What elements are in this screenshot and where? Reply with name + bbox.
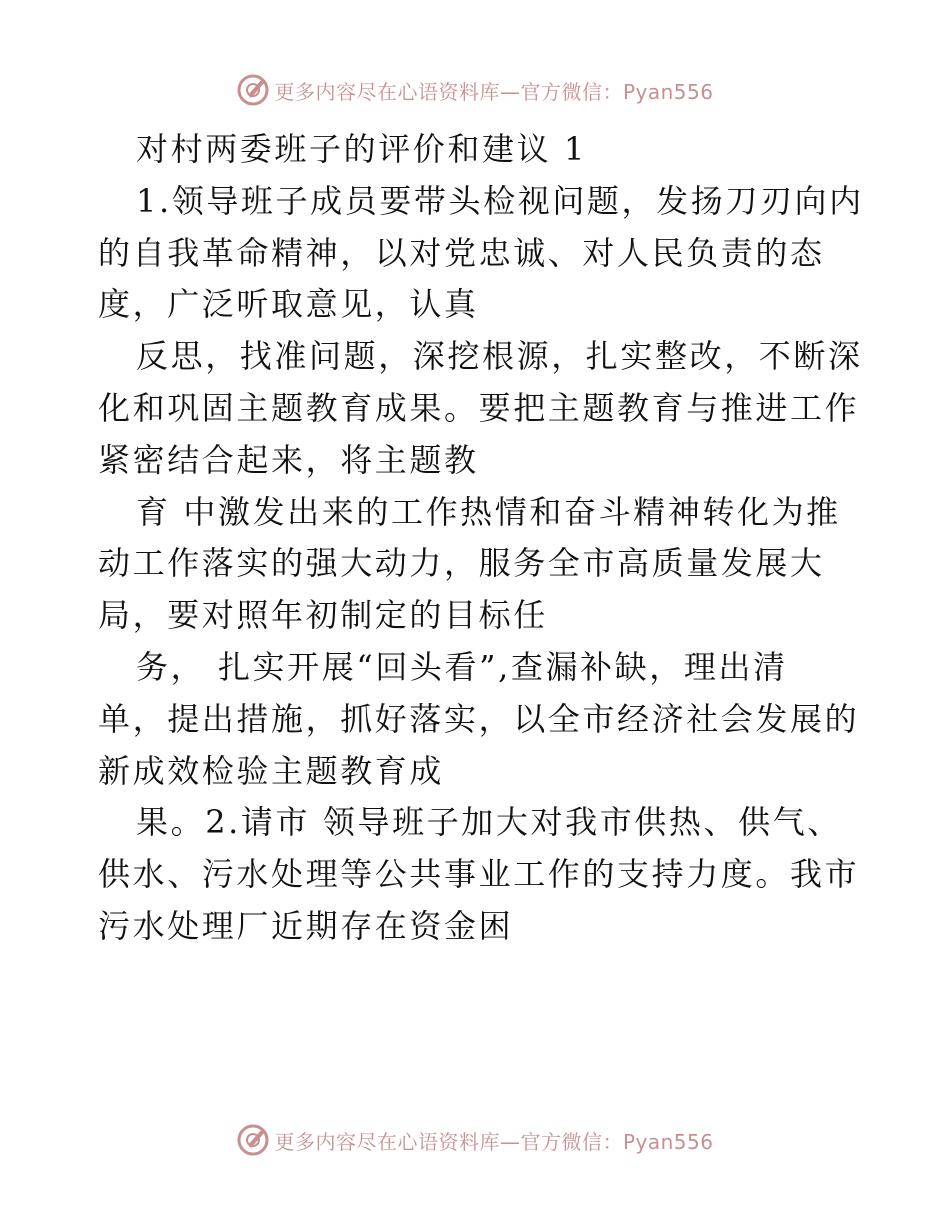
paragraph-line: 新成效检验主题教育成 (98, 751, 445, 790)
paragraph-line: 务， 扎实开展“回头看”,查漏补缺，理出清 (136, 647, 788, 686)
paragraph-line: 化和巩固主题教育成果。要把主题教育与推进工作 (98, 388, 860, 427)
paragraph-line: 单，提出措施，抓好落实，以全市经济社会发展的 (98, 699, 860, 738)
paragraph-line: 的自我革命精神，以对党忠诚、对人民负责的态 (98, 233, 825, 272)
paragraph-line: 度，广泛听取意见，认真 (98, 285, 479, 324)
pen-logo-icon (236, 1123, 270, 1157)
watermark-text: 更多内容尽在心语资料库—官方微信：Pyan556 (274, 1129, 714, 1154)
footer-watermark (0, 1120, 950, 1160)
paragraph-line: 供水、污水处理等公共事业工作的支持力度。我市 (98, 855, 860, 894)
paragraph-line: 动工作落实的强大动力，服务全市高质量发展大 (98, 544, 825, 583)
paragraph-line: 局，要对照年初制定的目标任 (98, 596, 548, 635)
paragraph-line: 紧密结合起来，将主题教 (98, 440, 479, 479)
paragraph-line: 1.领导班子成员要带头检视问题，发扬刀刃向内 (136, 181, 864, 220)
paragraph-line: 污水处理厂近期存在资金困 (98, 906, 514, 945)
paragraph-line: 育 中激发出来的工作热情和奋斗精神转化为推 (136, 492, 841, 531)
pen-logo-icon (236, 73, 270, 107)
document-body (98, 124, 864, 953)
paragraph-line: 反思，找准问题，深挖根源，扎实整改，不断深 (136, 337, 863, 376)
watermark-text: 更多内容尽在心语资料库—官方微信：Pyan556 (274, 79, 714, 104)
document-title: 对村两委班子的评价和建议 1 (136, 130, 587, 168)
header-watermark (0, 70, 950, 110)
paragraph-line: 果。2.请市 领导班子加大对我市供热、供气、 (136, 803, 842, 842)
